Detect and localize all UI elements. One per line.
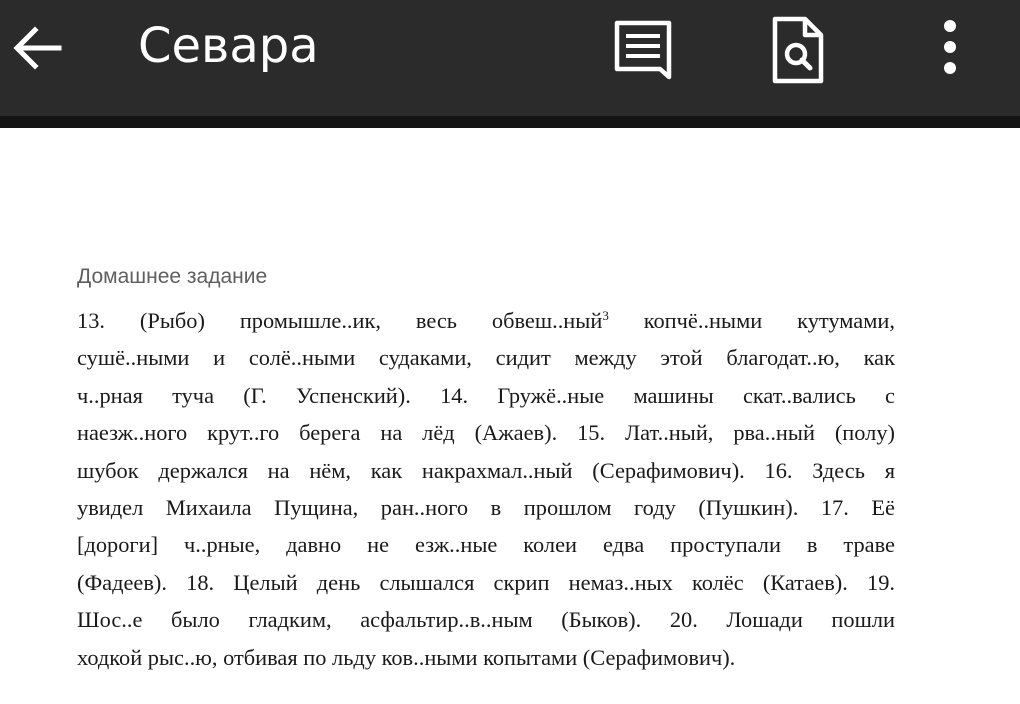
text-line: ч..рная туча (Г. Успенский). 14. Гружё..ные машины скат..вались с	[77, 382, 895, 408]
app-bar-shadow	[0, 116, 1020, 128]
text-line: ходкой рыс..ю, отбивая по льду ков..ными копытами (Серафимович).	[77, 644, 736, 670]
footnote-marker: 3	[602, 308, 609, 323]
text-line: шубок держался на нём, как накрахмал..ный (Серафимович). 16. Здесь я	[77, 457, 895, 483]
more-vert-icon	[938, 19, 962, 81]
text-line: [дороги] ч..рные, давно не езж..ные колеи едва проступали в траве	[77, 532, 895, 558]
arrow-back-icon	[9, 21, 63, 75]
message-content	[77, 262, 895, 676]
document-search-button[interactable]	[757, 10, 837, 90]
text-line: (Фадеев). 18. Целый день слышался скрип немаз..ных колёс (Катаев). 19.	[77, 569, 895, 595]
exercise-text	[77, 302, 895, 676]
more-options-button[interactable]	[910, 10, 990, 90]
page-title: Севара	[138, 18, 319, 74]
text-line: 13. (Рыбо) промышле..ик, весь обвеш..ный$^3$ копчё..ными кутумами,	[77, 308, 895, 333]
text-line: Шос..е было гладким, асфальтир..в..ным (Быков). 20. Лошади пошли	[77, 607, 895, 633]
app-bar	[0, 0, 1020, 116]
document-search-icon	[767, 15, 827, 85]
back-button[interactable]	[6, 18, 66, 78]
comments-icon	[611, 17, 675, 83]
text-line: увидел Михаила Пущина, ран..ного в прошлом году (Пушкин). 17. Её	[77, 495, 895, 521]
comments-button[interactable]	[603, 10, 683, 90]
message-label: Домашнее задание	[77, 265, 268, 288]
text-line: сушё..ными и солё..ными судаками, сидит между этой благодат..ю, как	[77, 345, 895, 371]
text-line: наезж..ного крут..го берега на лёд (Ажаев). 15. Лат..ный, рва..ный (полу)	[77, 420, 895, 446]
